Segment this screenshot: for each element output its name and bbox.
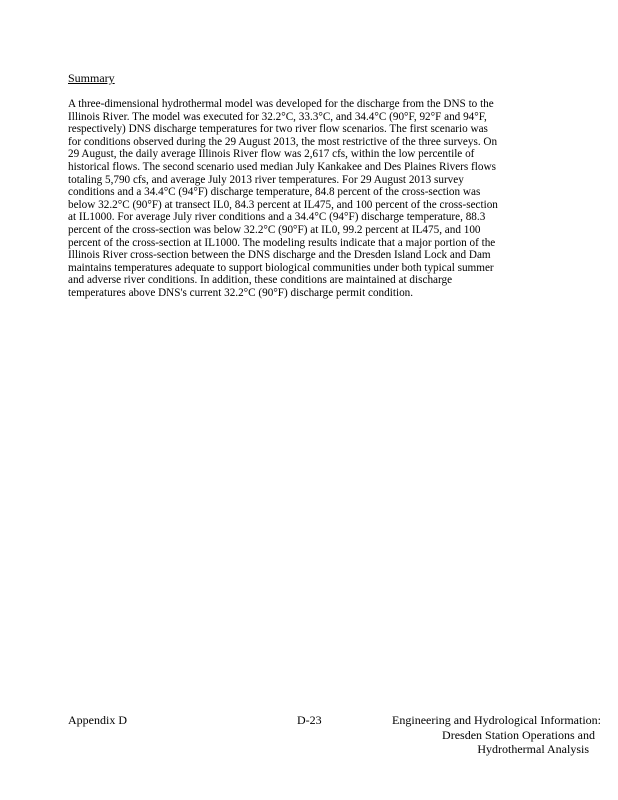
paragraph-line: respectively) DNS discharge temperatures for two river flow scenarios. The first scenario was [68, 123, 488, 136]
paragraph-line: and adverse river conditions. In addition, these conditions are maintained at discharge [68, 274, 453, 287]
paragraph-line: A three-dimensional hydrothermal model was developed for the discharge from the DNS to the [68, 98, 494, 110]
paragraph-line: percent of the cross-section was below 32.2°C (90°F) at IL0, 99.2 percent at IL475, and 100 [68, 223, 481, 236]
paragraph-line: maintains temperatures adequate to support biological communities under both typical summer [68, 261, 494, 274]
paragraph-line: for conditions observed during the 29 August 2013, the most restrictive of the three surveys. On [68, 135, 498, 148]
footer-document-title [321, 713, 601, 757]
paragraph-line: 29 August, the daily average Illinois River flow was 2,617 cfs, within the low percentile of [68, 148, 475, 161]
footer-title-line: Engineering and Hydrological Information: [392, 713, 601, 727]
section-heading: Summary [68, 71, 115, 85]
paragraph-line: at IL1000. For average July river conditions and a 34.4°C (94°F) discharge temperature, 88.3 [68, 211, 486, 224]
paragraph-line: conditions and a 34.4°C (94°F) discharge temperature, 84.8 percent of the cross-section was [68, 186, 481, 199]
footer-title-line: Dresden Station Operations and [442, 727, 595, 742]
paragraph-line: percent of the cross-section at IL1000. The modeling results indicate that a major portion of the [68, 236, 496, 249]
paragraph-line: historical flows. The second scenario used median July Kankakee and Des Plaines Rivers flows [68, 160, 496, 173]
footer-appendix-label: Appendix D [68, 713, 127, 727]
footer-title-line: Hydrothermal Analysis [477, 742, 589, 756]
footer-page-number: D-23 [297, 713, 322, 727]
paragraph-line: below 32.2°C (90°F) at transect IL0, 84.3 percent at IL475, and 100 percent of the cross-section [68, 198, 498, 211]
paragraph-line: Illinois River cross-section between the DNS discharge and the Dresden Island Lock and Dam [68, 249, 491, 262]
paragraph-line: temperatures above DNS's current 32.2°C (90°F) discharge permit condition. [68, 286, 414, 299]
paragraph-line: Illinois River. The model was executed for 32.2°C, 33.3°C, and 34.4°C (90°F, 92°F and 94°F, [68, 110, 487, 123]
summary-paragraph [68, 98, 618, 300]
paragraph-line: totaling 5,790 cfs, and average July 2013 river temperatures. For 29 August 2013 survey [68, 173, 464, 186]
